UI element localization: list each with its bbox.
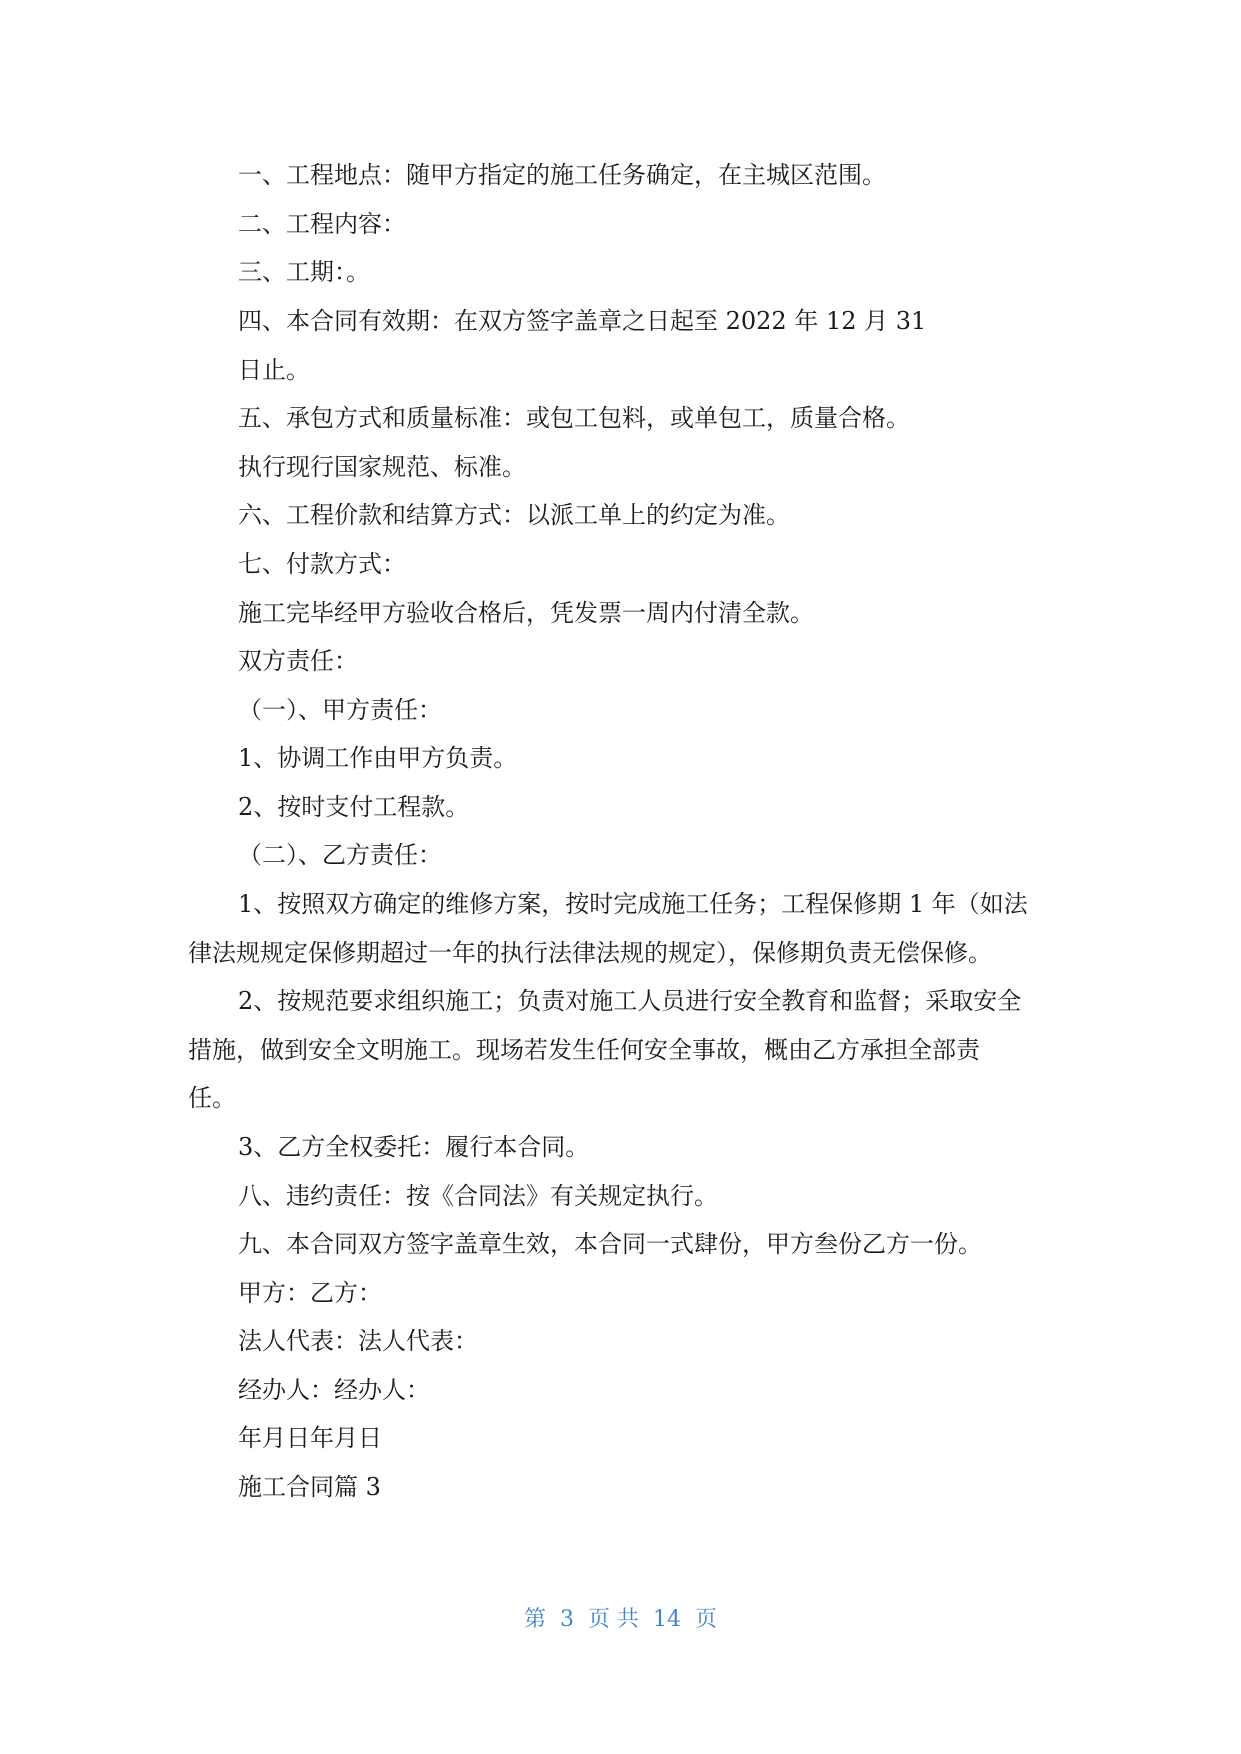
clause-4-validity-cont: 日止。: [238, 356, 310, 384]
clause-7-payment-detail: 施工完毕经甲方验收合格后，凭发票一周内付清全款。: [238, 599, 814, 627]
signature-handler: 经办人：经办人：: [238, 1376, 430, 1404]
clause-1-location: 一、工程地点：随甲方指定的施工任务确定，在主城区范围。: [238, 161, 886, 189]
party-b-item-1-cont: 律法规规定保修期超过一年的执行法律法规的规定），保修期负责无偿保修。: [188, 939, 992, 967]
clause-9-effect: 九、本合同双方签字盖章生效，本合同一式肆份，甲方叁份乙方一份。: [238, 1230, 982, 1258]
party-b-item-2-end: 任。: [188, 1084, 236, 1112]
party-b-item-3: 3、乙方全权委托：履行本合同。: [238, 1133, 590, 1161]
signature-parties: 甲方：乙方：: [238, 1279, 382, 1307]
party-a-item-1: 1、协调工作由甲方负责。: [238, 744, 518, 772]
clause-5-standards: 执行现行国家规范、标准。: [238, 453, 526, 481]
next-section-title: 施工合同篇 3: [238, 1473, 381, 1501]
clause-8-breach: 八、违约责任：按《合同法》有关规定执行。: [238, 1182, 718, 1210]
responsibilities-heading: 双方责任：: [238, 647, 358, 675]
clause-6-price: 六、工程价款和结算方式：以派工单上的约定为准。: [238, 501, 790, 529]
party-a-item-2: 2、按时支付工程款。: [238, 793, 470, 821]
party-b-item-1: 1、按照双方确定的维修方案，按时完成施工任务；工程保修期 1 年（如法: [238, 890, 1028, 918]
clause-5-quality: 五、承包方式和质量标准：或包工包料，或单包工，质量合格。: [238, 404, 910, 432]
clause-7-payment: 七、付款方式：: [238, 550, 406, 578]
party-b-heading: （二）、乙方责任：: [238, 841, 442, 869]
signature-legal-rep: 法人代表：法人代表：: [238, 1327, 478, 1355]
party-b-item-2: 2、按规范要求组织施工；负责对施工人员进行安全教育和监督；采取安全: [238, 987, 1022, 1015]
party-b-item-2-cont: 措施，做到安全文明施工。现场若发生任何安全事故，概由乙方承担全部责: [188, 1036, 980, 1064]
clause-4-validity: 四、本合同有效期：在双方签字盖章之日起至 2022 年 12 月 31: [238, 307, 927, 335]
clause-3-duration: 三、工期：。: [238, 258, 370, 286]
clause-2-content: 二、工程内容：: [238, 210, 406, 238]
page-number: 第 3 页 共 14 页: [524, 1607, 717, 1632]
party-a-heading: （一）、甲方责任：: [238, 696, 442, 724]
signature-date: 年月日年月日: [238, 1424, 382, 1452]
